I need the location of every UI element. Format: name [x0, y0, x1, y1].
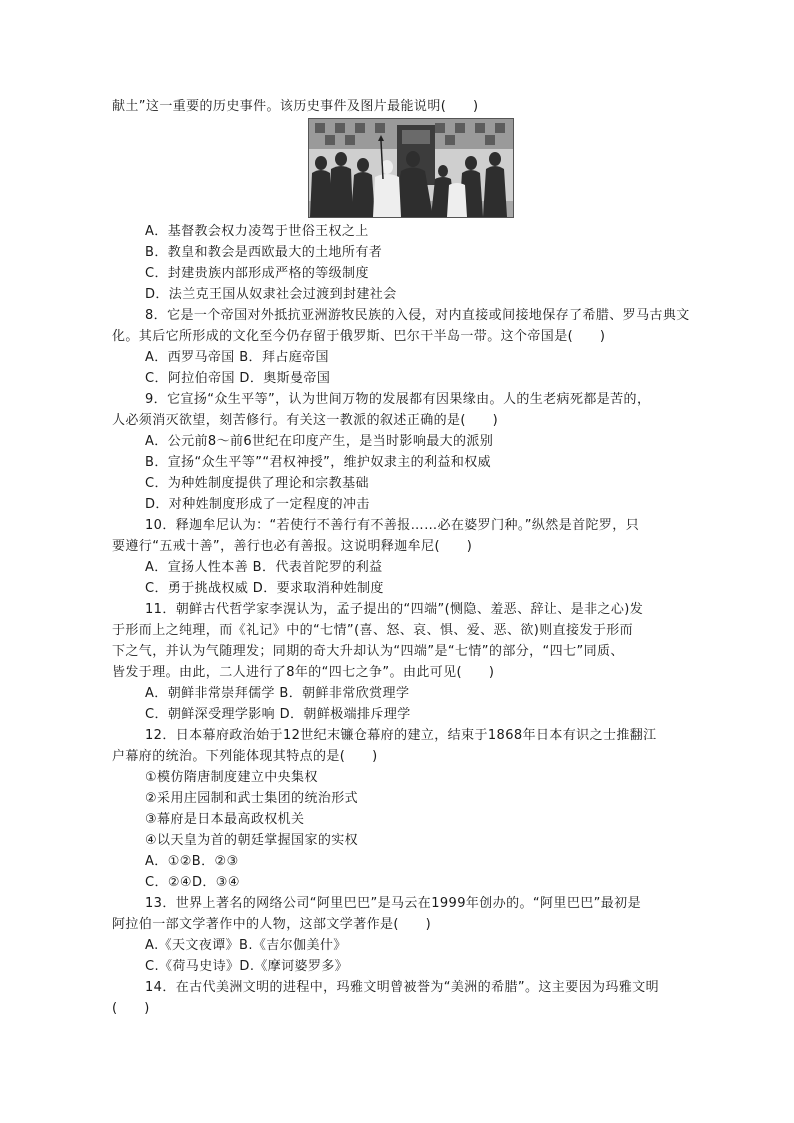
q11-options-cd: C．朝鲜深受理学影响 D．朝鲜极端排斥理学 [145, 707, 411, 722]
q7-option-a: A．基督教会权力凌驾于世俗王权之上 [145, 224, 369, 239]
q9-option-a: A．公元前8～前6世纪在印度产生，是当时影响最大的派别 [145, 434, 494, 449]
q14-stem-line1: 14．在古代美洲文明的进程中，玛雅文明曾被誉为“美洲的希腊”。这主要因为玛雅文明 [145, 980, 660, 995]
q9-stem-line2: 人必须消灭欲望，刻苦修行。有关这一教派的叙述正确的是( ) [112, 413, 499, 428]
q12-options-ab: A．①②B．②③ [145, 854, 239, 869]
q7-option-b: B．教皇和教会是西欧最大的土地所有者 [145, 245, 383, 260]
q12-stem-line2: 户幕府的统治。下列能体现其特点的是( ) [112, 749, 378, 764]
q9-option-d: D．对种姓制度形成了一定程度的冲击 [145, 497, 370, 512]
question-7-stem-tail: 献土”这一重要的历史事件。该历史事件及图片最能说明( ) [112, 99, 479, 114]
q12-item-2: ②采用庄园制和武士集团的统治形式 [145, 791, 359, 806]
q9-stem-line1: 9．它宣扬“众生平等”，认为世间万物的发展都有因果缘由。人的生老病死都是苦的， [145, 392, 651, 407]
q11-stem-line1: 11．朝鲜古代哲学家李滉认为，孟子提出的“四端”(恻隐、羞恶、辞让、是非之心)发 [145, 602, 644, 617]
q13-options-cd: C.《荷马史诗》D.《摩诃婆罗多》 [145, 959, 349, 974]
q12-item-3: ③幕府是日本最高政权机关 [145, 812, 305, 827]
q10-stem-line1: 10．释迦牟尼认为：“若使行不善行有不善报……必在婆罗门种。”纵然是首陀罗，只 [145, 518, 640, 533]
q8-options-ab: A．西罗马帝国 B．拜占庭帝国 [145, 350, 329, 365]
q11-stem-line2: 于形而上之纯理，而《礼记》中的“七情”(喜、怒、哀、惧、爱、恶、欲)则直接发于形而 [112, 623, 634, 638]
q10-options-cd: C．勇于挑战权威 D．要求取消种姓制度 [145, 581, 384, 596]
q12-options-cd: C．②④D．③④ [145, 875, 240, 890]
q13-stem-line2: 阿拉伯一部文学著作中的人物，这部文学著作是( ) [112, 917, 432, 932]
q12-stem-line1: 12．日本幕府政治始于12世纪末镰仓幕府的建立，结束于1868年日本有识之士推翻江 [145, 728, 657, 743]
q14-stem-line2: ( ) [112, 1001, 150, 1016]
q11-stem-line4: 皆发于理。由此，二人进行了8年的“四七之争”。由此可见( ) [112, 665, 495, 680]
q11-options-ab: A．朝鲜非常崇拜儒学 B．朝鲜非常欣赏理学 [145, 686, 410, 701]
q13-options-ab: A.《天文夜谭》B.《吉尔伽美什》 [145, 938, 347, 953]
q8-options-cd: C．阿拉伯帝国 D．奥斯曼帝国 [145, 371, 331, 386]
q13-stem-line1: 13．世界上著名的网络公司“阿里巴巴”是马云在1999年创办的。“阿里巴巴”最初是 [145, 896, 641, 911]
q7-option-c: C．封建贵族内部形成严格的等级制度 [145, 266, 369, 281]
q12-item-1: ①模仿隋唐制度建立中央集权 [145, 770, 318, 785]
q8-stem-line1: 8．它是一个帝国对外抵抗亚洲游牧民族的入侵，对内直接或间接地保存了希腊、罗马古典文 [145, 308, 690, 323]
q7-option-d: D．法兰克王国从奴隶社会过渡到封建社会 [145, 287, 397, 302]
q12-item-4: ④以天皇为首的朝廷掌握国家的实权 [145, 833, 359, 848]
q9-option-c: C．为种姓制度提供了理论和宗教基础 [145, 476, 369, 491]
manuscript-illustration-icon [308, 118, 514, 218]
q11-stem-line3: 下之气，并认为气随理发；同期的奇大升却认为“四端”是“七情”的部分，“四七”同质、 [112, 644, 624, 659]
q10-options-ab: A．宣扬人性本善 B．代表首陀罗的利益 [145, 560, 383, 575]
q9-option-b: B．宣扬“众生平等”“君权神授”，维护奴隶主的利益和权威 [145, 455, 492, 470]
q8-stem-line2: 化。其后它所形成的文化至今仍存留于俄罗斯、巴尔干半岛一带。这个帝国是( ) [112, 329, 606, 344]
q10-stem-line2: 要遵行“五戒十善”，善行也必有善报。这说明释迦牟尼( ) [112, 539, 473, 554]
